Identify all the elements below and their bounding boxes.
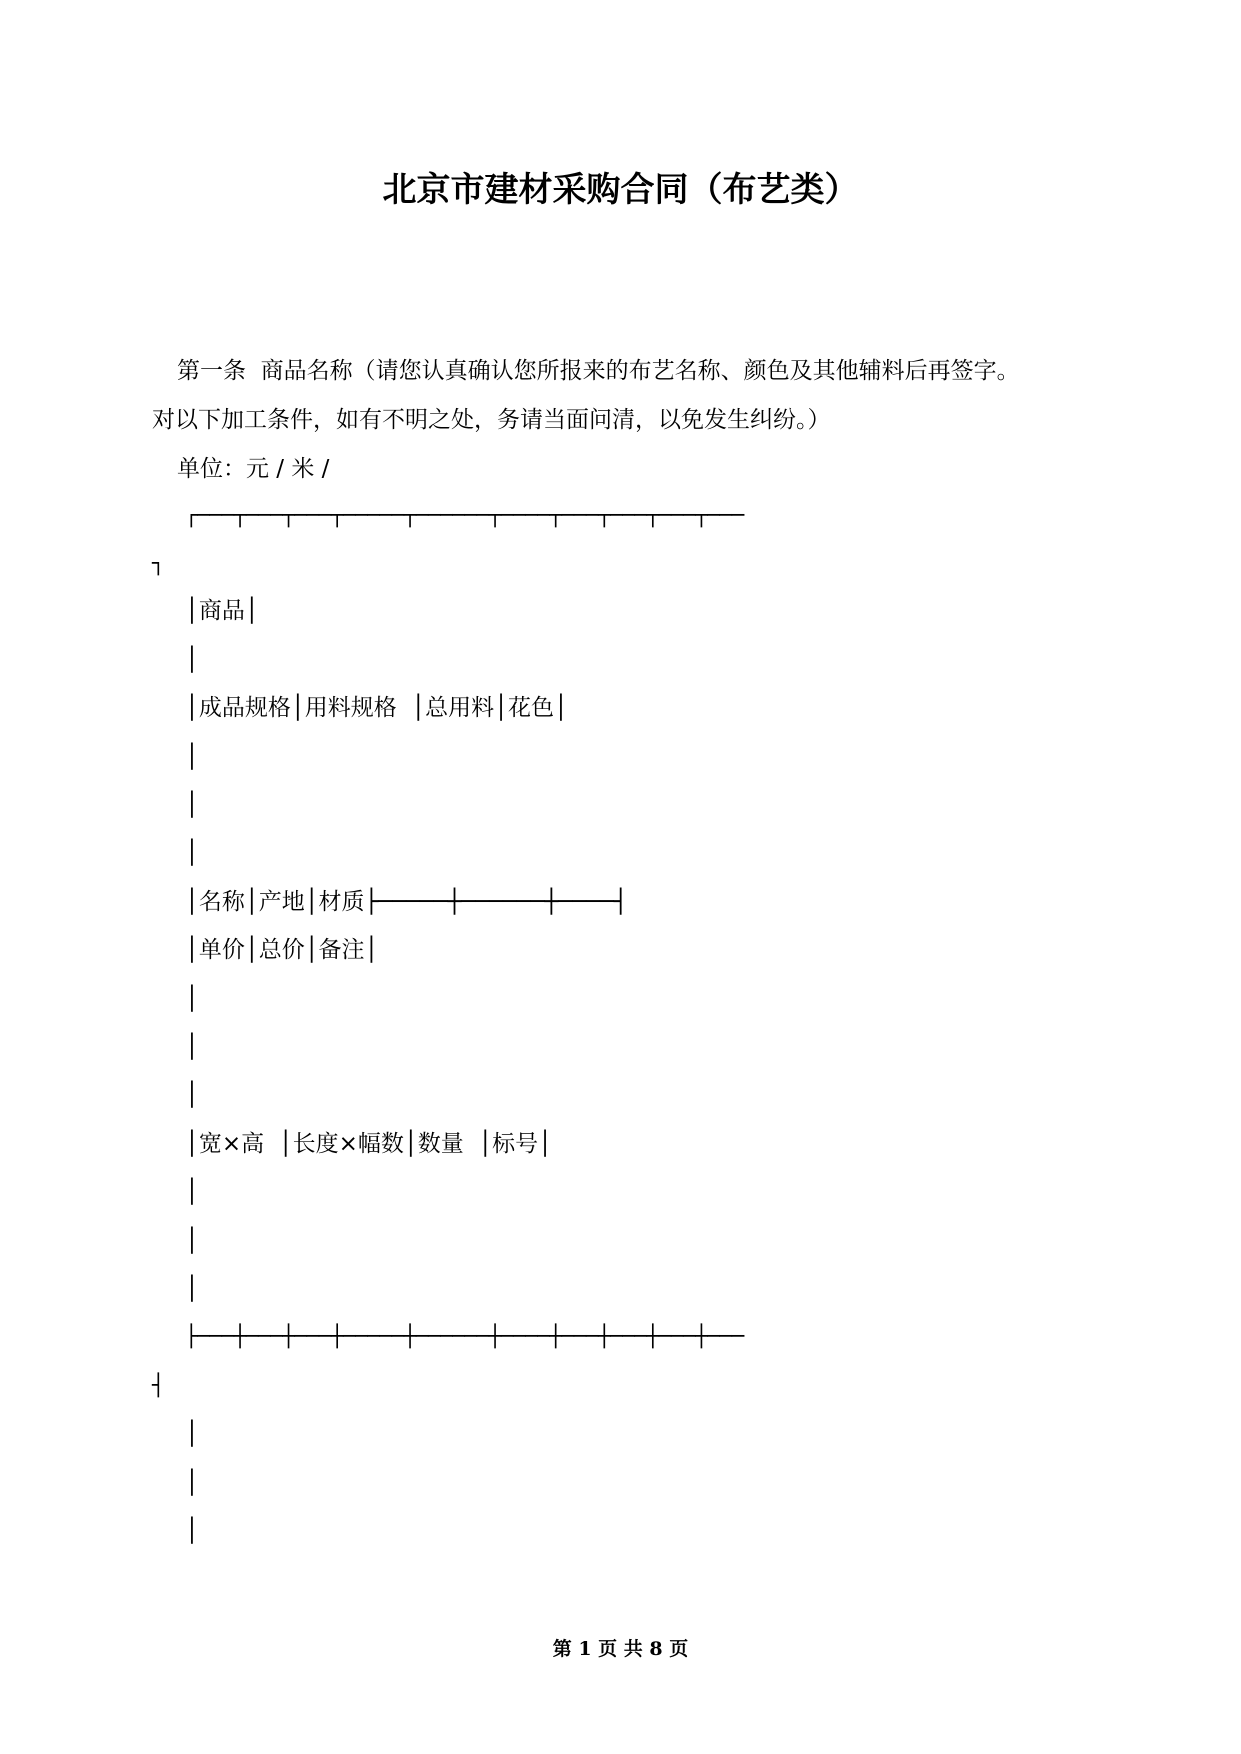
table-row-bar: │ [185, 986, 199, 1012]
article-1-line-1: 第一条 商品名称（请您认真确认您所报来的布艺名称、颜色及其他辅料后再签字。 [177, 358, 1020, 384]
table-row-bar: │ [185, 1082, 199, 1108]
table-row-bar: │ [185, 1470, 199, 1496]
table-row-bar: │ [185, 1179, 199, 1205]
table-top-corner: ┐ [152, 551, 165, 575]
table-row-bar: │ [185, 1276, 199, 1302]
table-row-bar: │ [185, 792, 199, 818]
table-row-bar: │ [185, 647, 199, 673]
table-top-border: ┌───┬───┬───┬─────┬──────┬────┬───┬───┬───┬─── [185, 503, 744, 527]
table-row-product: │商品│ [185, 598, 259, 624]
unit-line: 单位：元 / 米 / [177, 456, 330, 482]
article-1-line-2: 对以下加工条件，如有不明之处，务请当面问清，以免发生纠纷。） [152, 407, 831, 433]
table-row-name-headers: │名称│产地│材质├─────┼──────┼────┤ [185, 889, 628, 915]
table-row-bar: │ [185, 1518, 199, 1544]
page-number: 第 1 页 共 8 页 [552, 1638, 689, 1660]
table-row-bar: │ [185, 1228, 199, 1254]
table-row-bar: │ [185, 840, 199, 866]
table-middle-border: ├───┼───┼───┼─────┼──────┼────┼───┼───┼───┼─── [185, 1324, 744, 1348]
table-row-bar: │ [185, 744, 199, 770]
table-row-spec-headers: │成品规格│用料规格 │总用料│花色│ [185, 695, 568, 721]
table-row-bar: │ [185, 1034, 199, 1060]
document-title: 北京市建材采购合同（布艺类） [382, 170, 859, 210]
table-row-bar: │ [185, 1421, 199, 1447]
table-middle-corner: ┤ [152, 1373, 165, 1397]
table-row-size-headers: │宽×高 │长度×幅数│数量 │标号│ [185, 1131, 553, 1157]
table-row-price-headers: │单价│总价│备注│ [185, 937, 379, 963]
